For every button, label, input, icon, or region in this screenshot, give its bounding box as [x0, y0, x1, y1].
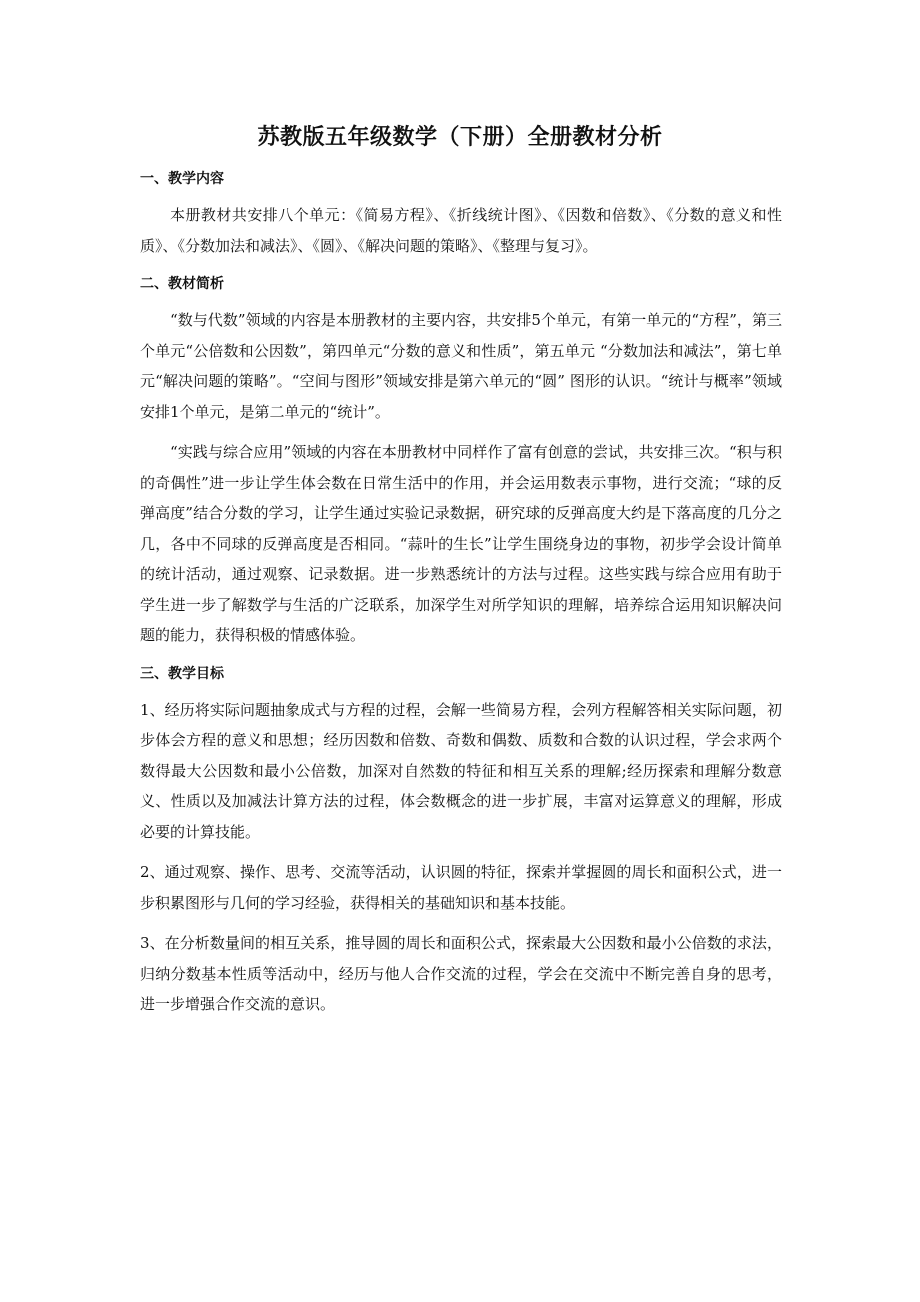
goal-item: 2、通过观察、操作、思考、交流等活动，认识圆的特征，探索并掌握圆的周长和面积公式，进一步积累图形与几何的学习经验，获得相关的基础知识和基本技能。	[140, 863, 782, 912]
document-body	[140, 166, 782, 1030]
paragraph: 本册教材共安排八个单元：《简易方程》、《折线统计图》、《因数和倍数》、《分数的意义和性质》、《分数加法和减法》、《圆》、《解决问题的策略》、《整理与复习》。	[140, 206, 782, 255]
paragraph: “数与代数”领域的内容是本册教材的主要内容，共安排5个单元，有第一单元的“方程”，第三个单元“公倍数和公因数”，第四单元“分数的意义和性质”，第五单元 “分数加法和减法”，第七单元“解决问题的策略”。“空间与图形”领域安排是第六单元的“圆” 图形的认识。“统计与概率”领域安排1个单元，是第二单元的“统计”。	[140, 311, 782, 421]
section-heading: 一、教学内容	[140, 171, 224, 187]
section-teaching-content	[140, 166, 782, 261]
section-textbook-analysis	[140, 271, 782, 651]
goal-item: 1、经历将实际问题抽象成式与方程的过程，会解一些简易方程，会列方程解答相关实际问题，初步体会方程的意义和思想；经历因数和倍数、奇数和偶数、质数和合数的认识过程，学会求两个数得最大公因数和最小公倍数，加深对自然数的特征和相互关系的理解;经历探索和理解分数意义、性质以及加减法计算方法的过程，体会数概念的进一步扩展，丰富对运算意义的理解，形成必要的计算技能。	[140, 700, 782, 841]
section-heading: 二、教材简析	[140, 276, 224, 292]
goal-item: 3、在分析数量间的相互关系，推导圆的周长和面积公式，探索最大公因数和最小公倍数的求法，归纳分数基本性质等活动中，经历与他人合作交流的过程，学会在交流中不断完善自身的思考，进一步增强合作交流的意识。	[140, 934, 782, 1013]
section-heading: 三、教学目标	[140, 665, 224, 682]
paragraph: “实践与综合应用”领域的内容在本册教材中同样作了富有创意的尝试，共安排三次。“积与积的奇偶性”进一步让学生体会数在日常生活中的作用，并会运用数表示事物，进行交流；“球的反弹高度”结合分数的学习，让学生通过实验记录数据，研究球的反弹高度大约是下落高度的几分之几，各中不同球的反弹高度是否相同。“蒜叶的生长”让学生围绕身边的事物，初步学会设计简单的统计活动，通过观察、记录数据。进一步熟悉统计的方法与过程。这些实践与综合应用有助于学生进一步了解数学与生活的广泛联系，加深学生对所学知识的理解，培养综合运用知识解决问题的能力，获得积极的情感体验。	[140, 443, 782, 644]
document-title: 苏教版五年级数学（下册）全册教材分析	[257, 125, 663, 150]
section-teaching-goals	[140, 661, 782, 1020]
